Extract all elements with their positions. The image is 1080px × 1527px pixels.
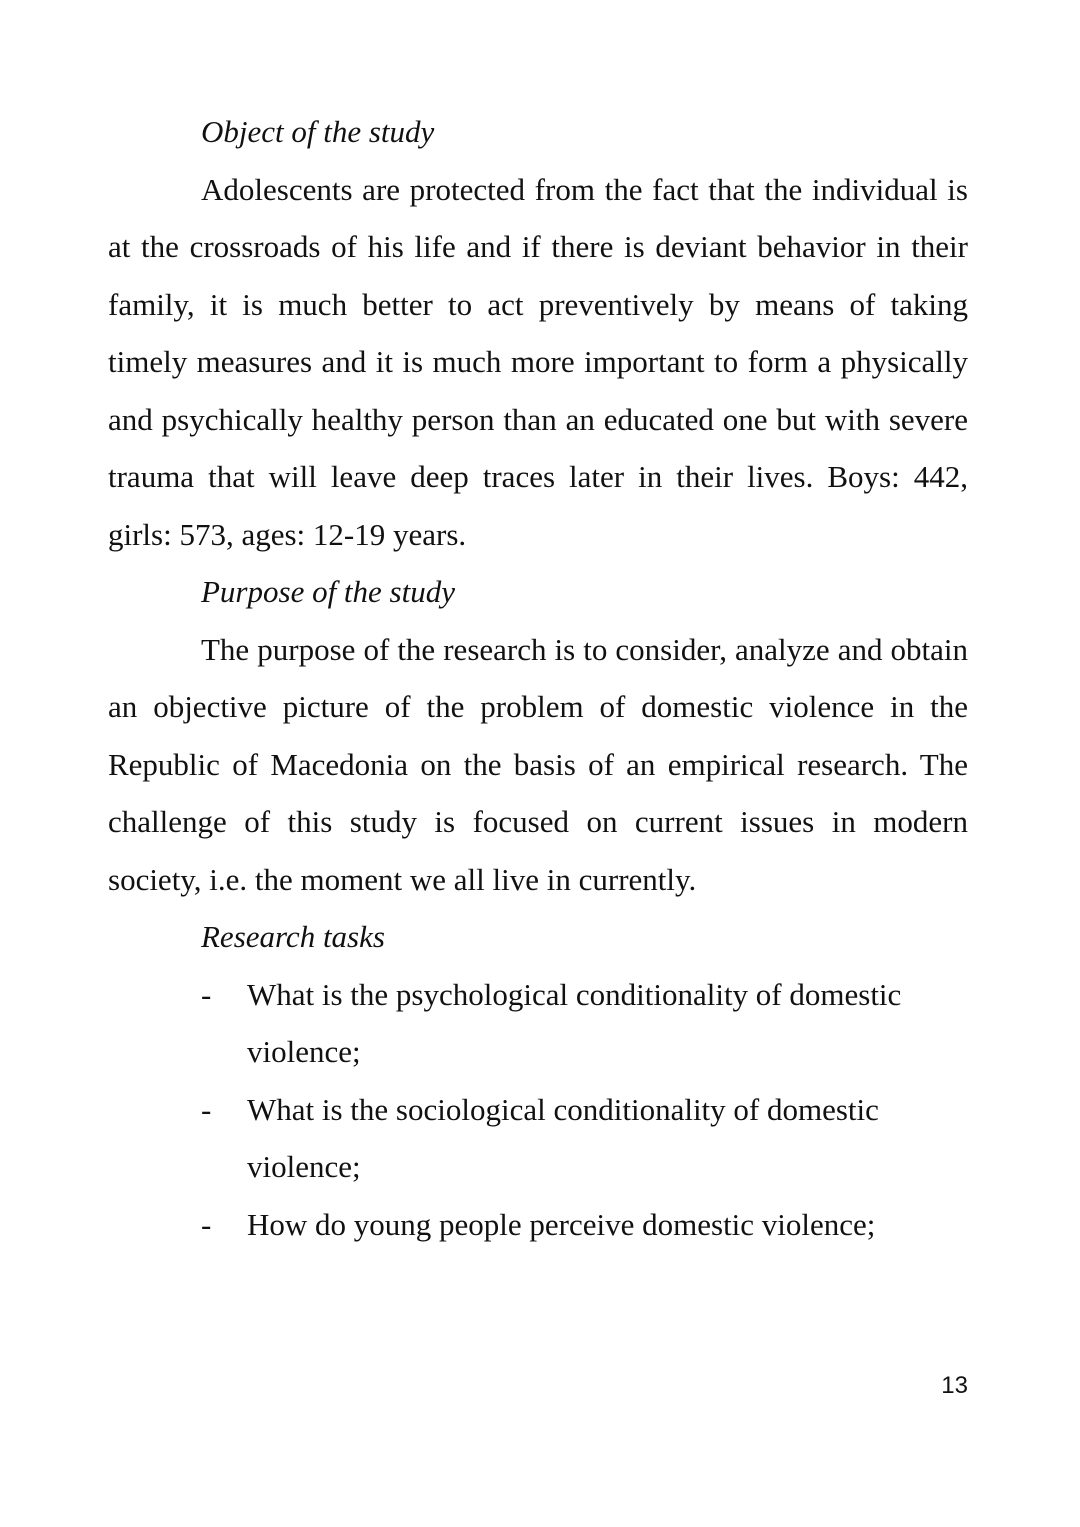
list-bullet: - <box>201 1091 212 1127</box>
page-number: 13 <box>941 1372 968 1399</box>
section-heading-research-tasks: Research tasks <box>201 919 385 954</box>
list-item <box>201 1081 968 1196</box>
list-bullet: - <box>201 976 212 1012</box>
list-item-text: How do young people perceive domestic violence; <box>247 1206 876 1242</box>
list-bullet: - <box>201 1206 212 1242</box>
document-page <box>108 103 968 1253</box>
list-item <box>201 1196 968 1254</box>
paragraph-object: Adolescents are protected from the fact that the individual is at the crossroads of his life and if there is deviant behavior in their family, it is much better to act preventively by means of taking timely measures and it is much more important to form a physically and psychically healthy person than an educated one but with severe trauma that will leave deep traces later in their lives. Boys: 442, girls: 573, ages: 12-19 years. <box>108 171 968 552</box>
paragraph-purpose: The purpose of the research is to consider, analyze and obtain an objective picture of the problem of domestic violence in the Republic of Macedonia on the basis of an empirical research. The challenge of this study is focused on current issues in modern society, i.e. the moment we all live in currently. <box>108 631 968 897</box>
section-heading-object: Object of the study <box>201 114 435 149</box>
section-heading-purpose: Purpose of the study <box>201 574 455 609</box>
list-item-text: What is the psychological conditionality of domestic violence; <box>247 976 902 1069</box>
list-item <box>201 966 968 1081</box>
list-item-text: What is the sociological conditionality of domestic violence; <box>247 1091 879 1184</box>
research-tasks-list <box>108 966 968 1254</box>
